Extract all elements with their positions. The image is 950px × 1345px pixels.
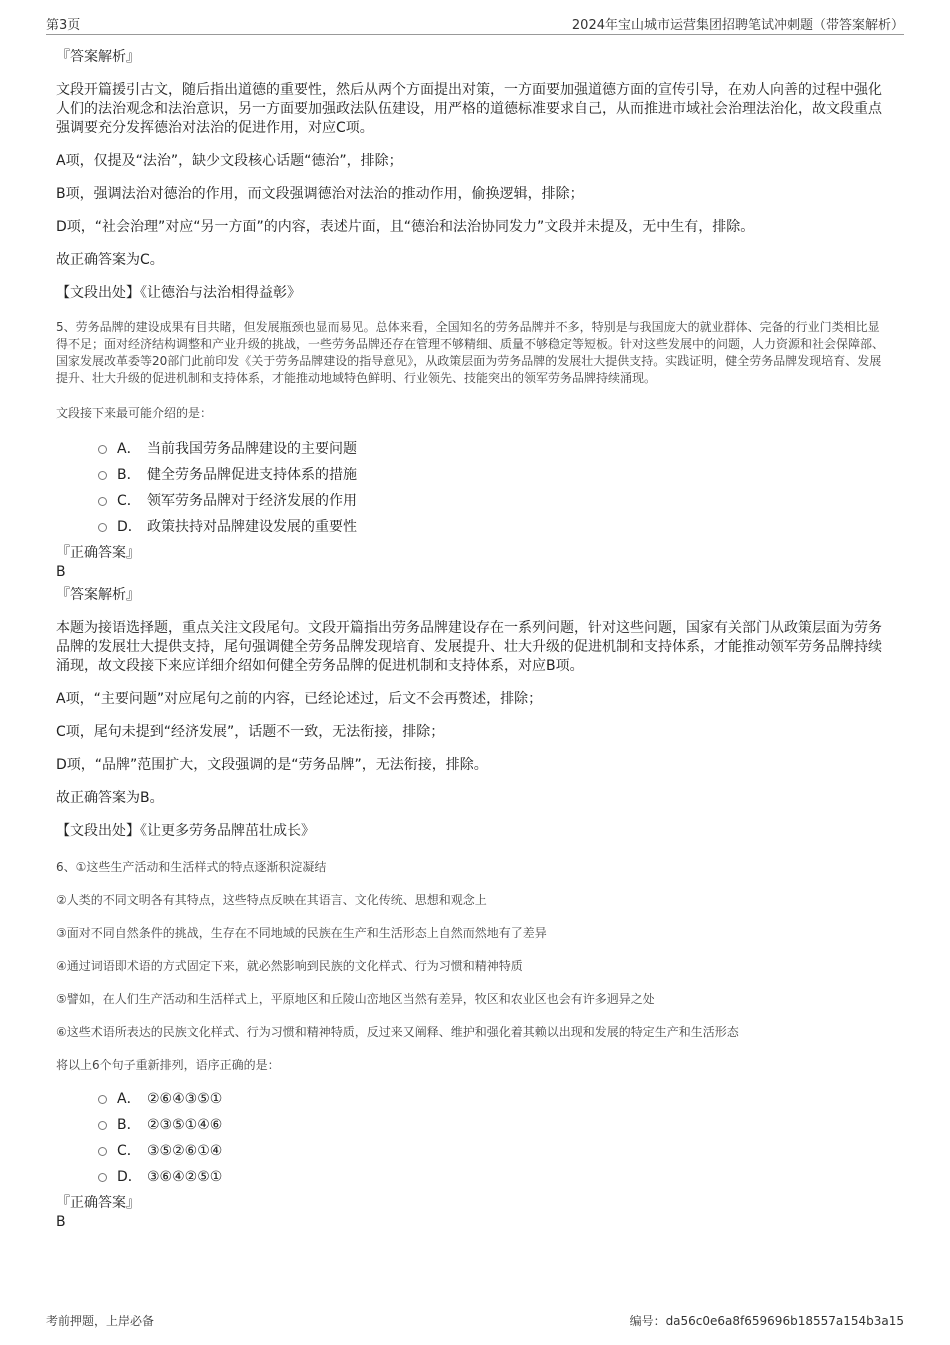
page-content — [56, 42, 886, 1232]
q6-options — [56, 1086, 886, 1190]
q5-answer-label: 『正确答案』 — [56, 545, 140, 561]
q6-question: 将以上6个句子重新排列，语序正确的是： — [56, 1058, 280, 1072]
q6-option-c[interactable]: C． ③⑤②⑥①④ — [98, 1138, 886, 1164]
q4-analysis-text: 文段开篇援引古文，随后指出道德的重要性，然后从两个方面提出对策，一方面要加强道德方面的宣传引导，在劝人向善的过程中强化人们的法治观念和法治意识，另一方面要加强政法队伍建设，用严格的道德标准要求自己，从而推进市域社会治理法治化，故文段重点强调要充分发挥德治对法治的促进作用，对应C项。 — [56, 82, 882, 136]
radio-icon[interactable] — [98, 445, 107, 454]
q6-sentence-6: ⑥这些术语所表达的民族文化样式、行为习惯和精神特质，反过来又阐释、维护和强化着其赖以出现和发展的特定生产和生活形态 — [56, 1025, 739, 1039]
radio-icon[interactable] — [98, 1095, 107, 1104]
page-number: 第3页 — [46, 18, 81, 33]
footer-slogan: 考前押题，上岸必备 — [46, 1314, 155, 1328]
radio-icon[interactable] — [98, 1121, 107, 1130]
q4-source: 【文段出处】《让德治与法治相得益彰》 — [56, 285, 301, 301]
q6-option-b[interactable]: B． ②③⑤①④⑥ — [98, 1112, 886, 1138]
radio-icon[interactable] — [98, 471, 107, 480]
q4-note-b: B项，强调法治对德治的作用，而文段强调德治对法治的推动作用，偷换逻辑，排除； — [56, 186, 584, 202]
page-header — [46, 12, 904, 35]
q5-note-a: A项，“主要问题”对应尾句之前的内容，已经论述过，后文不会再赘述，排除； — [56, 691, 543, 707]
q6-sentence-1: 6、①这些生产活动和生活样式的特点逐渐积淀凝结 — [56, 860, 327, 874]
q5-source: 【文段出处】《让更多劳务品牌茁壮成长》 — [56, 823, 315, 839]
q5-answer: B — [56, 564, 66, 580]
q5-note-c: C项，尾句未提到“经济发展”，话题不一致，无法衔接，排除； — [56, 724, 445, 740]
document-title: 2024年宝山城市运营集团招聘笔试冲刺题（带答案解析） — [571, 18, 904, 33]
radio-icon[interactable] — [98, 523, 107, 532]
radio-icon[interactable] — [98, 1173, 107, 1182]
q6-answer: B — [56, 1214, 66, 1230]
q6-option-a[interactable]: A． ②⑥④③⑤① — [98, 1086, 886, 1112]
q5-options — [56, 436, 886, 540]
q4-analysis-label: 『答案解析』 — [56, 49, 140, 65]
q5-option-a[interactable]: A． 当前我国劳务品牌建设的主要问题 — [98, 436, 886, 462]
q5-option-c[interactable]: C． 领军劳务品牌对于经济发展的作用 — [98, 488, 886, 514]
document-code: 编号：da56c0e6a8f659696b18557a154b3a15 — [629, 1314, 904, 1328]
q5-option-b[interactable]: B． 健全劳务品牌促进支持体系的措施 — [98, 462, 886, 488]
q6-sentence-2: ②人类的不同文明各有其特点，这些特点反映在其语言、文化传统、思想和观念上 — [56, 893, 487, 907]
q6-option-d[interactable]: D． ③⑥④②⑤① — [98, 1164, 886, 1190]
q5-conclusion: 故正确答案为B。 — [56, 790, 164, 806]
q5-option-d[interactable]: D． 政策扶持对品牌建设发展的重要性 — [98, 514, 886, 540]
q4-conclusion: 故正确答案为C。 — [56, 252, 164, 268]
q4-note-d: D项，“社会治理”对应“另一方面”的内容，表述片面，且“德治和法治协同发力”文段并未提及，无中生有，排除。 — [56, 219, 755, 235]
q5-note-d: D项，“品牌”范围扩大，文段强调的是“劳务品牌”，无法衔接，排除。 — [56, 757, 488, 773]
q6-answer-label: 『正确答案』 — [56, 1195, 140, 1211]
radio-icon[interactable] — [98, 1147, 107, 1156]
q6-sentence-3: ③面对不同自然条件的挑战，生存在不同地域的民族在生产和生活形态上自然而然地有了差异 — [56, 926, 547, 940]
q5-analysis-label: 『答案解析』 — [56, 587, 140, 603]
q6-sentence-4: ④通过词语即术语的方式固定下来，就必然影响到民族的文化样式、行为习惯和精神特质 — [56, 959, 523, 973]
q6-sentence-5: ⑤譬如，在人们生产活动和生活样式上，平原地区和丘陵山峦地区当然有差异，牧区和农业区也会有许多迥异之处 — [56, 992, 655, 1006]
radio-icon[interactable] — [98, 497, 107, 506]
q5-analysis-text: 本题为接语选择题，重点关注文段尾句。文段开篇指出劳务品牌建设存在一系列问题，针对这些问题，国家有关部门从政策层面为劳务品牌的发展壮大提供支持，尾句强调健全劳务品牌发现培育、发展提升、壮大升级的促进机制和支持体系，才能推动领军劳务品牌持续涌现，故文段接下来应详细介绍如何健全劳务品牌的促进机制和支持体系，对应B项。 — [56, 620, 882, 674]
q5-stem: 5、劳务品牌的建设成果有目共睹，但发展瓶颈也显而易见。总体来看，全国知名的劳务品牌并不多，特别是与我国庞大的就业群体、完备的行业门类相比显得不足；面对经济结构调整和产业升级的挑战，一些劳务品牌还存在管理不够精细、质量不够稳定等短板。针对这些发展中的问题，人力资源和社会保障部、国家发展改革委等20部门此前印发《关于劳务品牌建设的指导意见》，从政策层面为劳务品牌的发展壮大提供支持。实践证明，健全劳务品牌发现培育、发展提升、壮大升级的促进机制和支持体系，才能推动地域特色鲜明、行业领先、技能突出的领军劳务品牌持续涌现。 — [56, 320, 885, 385]
q4-note-a: A项，仅提及“法治”，缺少文段核心话题“德治”，排除； — [56, 153, 403, 169]
q5-question: 文段接下来最可能介绍的是： — [56, 406, 213, 420]
